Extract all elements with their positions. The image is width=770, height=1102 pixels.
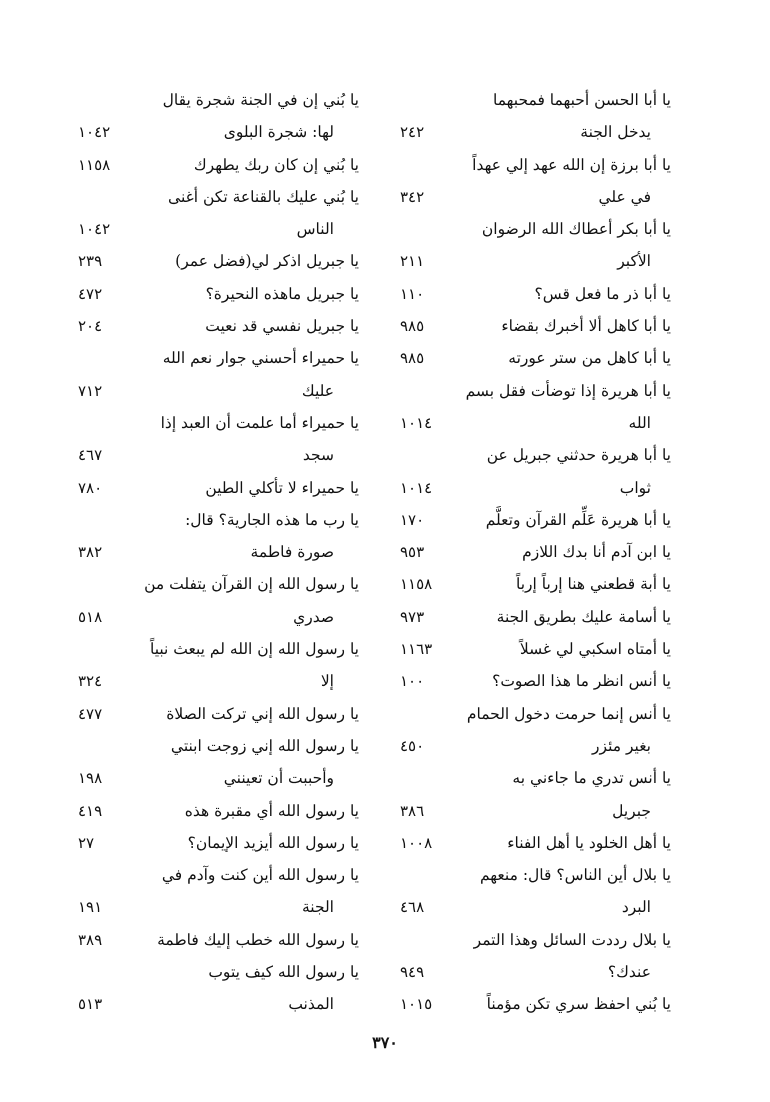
index-entry (60, 891, 372, 923)
index-entry (388, 859, 688, 891)
index-entry (388, 439, 688, 471)
index-entry (388, 536, 688, 568)
entry-text: يا رسول الله أين كنت وآدم في (161, 866, 359, 885)
entry-page-number: ٩٧٣ (400, 607, 425, 626)
entry-text: يا أبا الحسن أحبهما فمحبهما (492, 91, 671, 109)
entry-text: يا أهل الخلود يا أهل الفناء (507, 833, 671, 852)
entry-page-number: ٣٨٩ (78, 930, 103, 949)
index-entry (60, 698, 372, 730)
entry-text: يدخل الجنة (580, 123, 651, 142)
entry-page-number: ٢٣٩ (78, 252, 103, 271)
entry-text: يا رب ما هذه الجارية؟ قال: (185, 510, 359, 529)
index-entry (60, 924, 372, 956)
entry-page-number: ١٧٠ (400, 510, 425, 529)
index-entry (388, 181, 688, 213)
entry-text: يا أنس انظر ما هذا الصوت؟ (492, 672, 671, 691)
index-entry (388, 762, 688, 794)
entry-page-number: ١٠٠٨ (400, 833, 433, 852)
entry-text: يا جبريل ماهذه النحيرة؟ (205, 284, 359, 303)
index-entry (60, 988, 372, 1020)
index-entry (388, 730, 688, 762)
entry-page-number: ١١٦٣ (400, 640, 433, 659)
index-entry (60, 956, 372, 988)
entry-page-number: ٣٨٦ (400, 801, 425, 820)
entry-page-number: ٢١١ (400, 252, 425, 271)
index-entry (388, 375, 688, 407)
index-entry (388, 601, 688, 633)
index-entry (60, 310, 372, 342)
entry-text: صدري (293, 607, 334, 626)
entry-text: جبريل (612, 801, 651, 820)
entry-text: المذنب (288, 995, 334, 1014)
index-entry (388, 472, 688, 504)
entry-page-number: ٤٥٠ (400, 736, 425, 755)
index-entry (60, 665, 372, 697)
index-entry (388, 407, 688, 439)
entry-page-number: ٤٧٧ (78, 704, 103, 723)
entry-text: يا أسامة عليك بطريق الجنة (496, 607, 671, 626)
index-entry (388, 245, 688, 277)
index-entry (60, 859, 372, 891)
page-number: ٣٧٠ (372, 1033, 398, 1052)
entry-text: يا أبا برزة إن الله عهد إلي عهداً (472, 155, 671, 174)
index-entry (60, 149, 372, 181)
entry-page-number: ١١٠ (400, 284, 425, 303)
entry-text: يا رسول الله إني تركت الصلاة (166, 704, 359, 723)
index-entry (60, 601, 372, 633)
index-entry (60, 245, 372, 277)
index-entry (388, 342, 688, 374)
entry-page-number: ٥١٣ (78, 995, 103, 1014)
index-entry (388, 827, 688, 859)
index-entry (60, 827, 372, 859)
entry-text: سجد (302, 446, 334, 465)
entry-text: يا أبا كاهل ألا أخبرك بقضاء (501, 317, 671, 336)
entry-page-number: ١٩١ (78, 898, 103, 917)
entry-text: يا أنس إنما حرمت دخول الحمام (466, 704, 671, 723)
index-entry (388, 504, 688, 536)
entry-text: يا أمتاه اسكبي لي غسلاً (519, 640, 671, 659)
entry-text: يا رسول الله كيف يتوب (208, 963, 359, 982)
entry-text: يا ابن آدم أنا بدك اللازم (522, 543, 671, 562)
entry-text: بغير مئزر (592, 736, 651, 755)
entry-text: يا حميراء لا تأكلي الطين (205, 478, 359, 497)
entry-page-number: ٣٢٤ (78, 672, 103, 691)
entry-text: يا بلال أين الناس؟ قال: منعهم (479, 866, 671, 885)
entry-text: يا أبا كاهل من ستر عورته (508, 349, 671, 368)
entry-page-number: ٧٨٠ (78, 478, 103, 497)
index-entry (60, 472, 372, 504)
index-entry (388, 988, 688, 1020)
index-entry (388, 891, 688, 923)
entry-page-number: ١٠٤٢ (78, 123, 111, 142)
entry-text: الله (628, 413, 651, 432)
entry-page-number: ٩٨٥ (400, 317, 425, 336)
entry-page-number: ٣٨٢ (78, 543, 103, 562)
index-entry (60, 633, 372, 665)
entry-text: الأكبر (617, 252, 651, 271)
index-entry (388, 698, 688, 730)
index-entry (60, 730, 372, 762)
entry-text: عندك؟ (607, 963, 651, 982)
index-column-right (388, 84, 688, 1021)
index-entry (60, 439, 372, 471)
entry-page-number: ١٠١٤ (400, 413, 433, 432)
index-entry (388, 956, 688, 988)
entry-text: يا أبا ذر ما فعل قس؟ (534, 284, 671, 303)
entry-page-number: ٤٧٢ (78, 284, 103, 303)
index-entry (388, 310, 688, 342)
entry-text: يا أبة قطعني هنا إرباً إرباً (515, 575, 671, 594)
entry-page-number: ١١٥٨ (78, 155, 111, 174)
index-entry (60, 795, 372, 827)
index-entry (60, 504, 372, 536)
entry-page-number: ٢٠٤ (78, 317, 103, 336)
entry-text: يا رسول الله أي مقبرة هذه (184, 801, 359, 820)
entry-text: يا بلال رددت السائل وهذا التمر (473, 930, 671, 949)
entry-text: يا جبريل نفسي قد نعيت (205, 317, 359, 336)
entry-page-number: ٩٤٩ (400, 963, 425, 982)
entry-text: يا بُني احفظ سري تكن مؤمناً (486, 995, 671, 1014)
entry-text: يا حميراء أحسني جوار نعم الله (162, 349, 359, 368)
entry-page-number: ٧١٢ (78, 381, 103, 400)
entry-text: إلا (320, 672, 334, 691)
entry-text: لها: شجرة البلوى (223, 123, 334, 142)
entry-text: صورة فاطمة (250, 543, 334, 562)
index-column-left (60, 84, 372, 1021)
entry-text: يا أبا هريرة عَلِّم القرآن وتعلَّم (485, 510, 671, 529)
index-entry (60, 84, 372, 116)
index-entry (388, 84, 688, 116)
index-entry (388, 568, 688, 600)
index-entry (60, 342, 372, 374)
entry-text: عليك (301, 381, 334, 400)
entry-text: يا أبا هريرة حدثني جبريل عن (486, 446, 671, 465)
index-entry (60, 407, 372, 439)
entry-page-number: ٥١٨ (78, 607, 103, 626)
index-entry (60, 568, 372, 600)
index-entry (60, 181, 372, 213)
entry-page-number: ١٩٨ (78, 769, 103, 788)
entry-page-number: ٤١٩ (78, 801, 103, 820)
entry-text: يا رسول الله إني زوجت ابنتي (170, 736, 359, 755)
entry-text: ثواب (619, 478, 651, 497)
index-entry (60, 213, 372, 245)
entry-text: يا رسول الله خطب إليك فاطمة (157, 930, 359, 949)
entry-page-number: ٩٥٣ (400, 543, 425, 562)
entry-page-number: ١١٥٨ (400, 575, 433, 594)
index-entry (388, 278, 688, 310)
index-entry (388, 795, 688, 827)
entry-text: يا رسول الله إن القرآن يتفلت من (144, 575, 359, 594)
index-entry (388, 116, 688, 148)
entry-text: يا رسول الله أيزيد الإيمان؟ (187, 833, 359, 852)
entry-page-number: ٢٧ (78, 833, 95, 852)
entry-page-number: ١٠١٥ (400, 995, 433, 1014)
entry-text: يا بُني إن في الجنة شجرة يقال (162, 91, 359, 109)
index-entry (60, 536, 372, 568)
entry-text: يا أنس تدري ما جاءني به (512, 769, 671, 788)
entry-text: يا بُني عليك بالقناعة تكن أغنى (168, 187, 359, 206)
entry-text: يا رسول الله إن الله لم يبعث نبياً (149, 640, 359, 659)
entry-text: وأحببت أن تعينني (223, 769, 334, 788)
entry-text: يا جبريل اذكر لي(فضل عمر) (175, 252, 359, 271)
index-entry (60, 762, 372, 794)
index-entry (60, 116, 372, 148)
entry-page-number: ٢٤٢ (400, 123, 425, 142)
entry-text: البرد (621, 898, 651, 917)
index-entry (388, 665, 688, 697)
entry-page-number: ٤٦٨ (400, 898, 425, 917)
entry-page-number: ١٠٠ (400, 672, 425, 691)
entry-text: يا أبا بكر أعطاك الله الرضوان (481, 220, 671, 239)
index-entry (388, 149, 688, 181)
index-entry (60, 375, 372, 407)
entry-page-number: ٤٦٧ (78, 446, 103, 465)
entry-text: الجنة (301, 898, 334, 917)
entry-text: يا بُني إن كان ربك يطهرك (193, 155, 359, 174)
entry-page-number: ٩٨٥ (400, 349, 425, 368)
entry-text: في علي (598, 187, 651, 206)
index-entry (60, 278, 372, 310)
index-entry (388, 213, 688, 245)
entry-page-number: ١٠٤٢ (78, 220, 111, 239)
entry-page-number: ١٠١٤ (400, 478, 433, 497)
entry-page-number: ٣٤٢ (400, 187, 425, 206)
entry-text: يا حميراء أما علمت أن العبد إذا (160, 413, 359, 432)
entry-text: الناس (296, 220, 334, 239)
entry-text: يا أبا هريرة إذا توضأت فقل بسم (465, 381, 671, 400)
index-entry (388, 633, 688, 665)
index-entry (388, 924, 688, 956)
